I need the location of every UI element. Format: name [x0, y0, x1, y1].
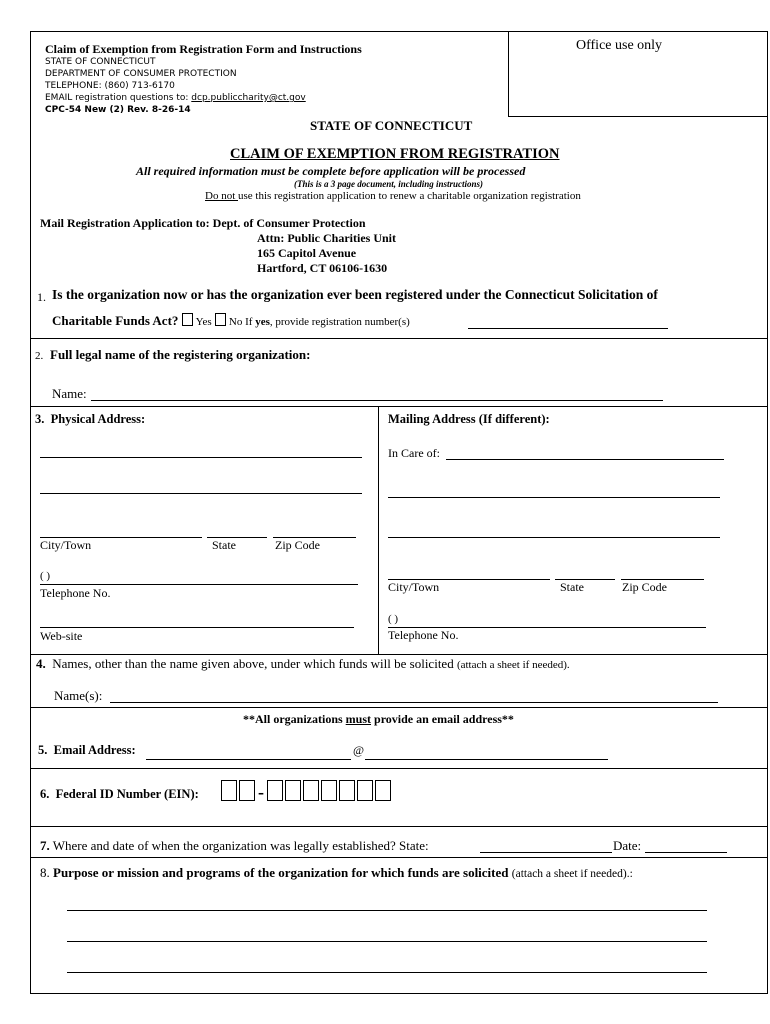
no-checkbox[interactable] [215, 313, 226, 326]
q4-text: Names, other than the name given above, under which funds will be solicited [52, 656, 454, 671]
divider-q1 [30, 338, 768, 339]
physical-city-label: City/Town [40, 538, 92, 552]
in-care-of-label: In Care of: [388, 446, 440, 460]
q6-label: 6. Federal ID Number (EIN): [40, 787, 199, 801]
agency-line2: DEPARTMENT OF CONSUMER PROTECTION [45, 69, 237, 79]
q7-number: 7. [40, 838, 50, 853]
state-title: STATE OF CONNECTICUT [310, 118, 473, 133]
q7-line [40, 838, 429, 854]
q8-text: Purpose or mission and programs of the organization for which funds are solicited [53, 865, 509, 880]
q4-names-label: Name(s): [54, 688, 103, 703]
legal-name-field[interactable] [91, 386, 663, 401]
agency-telephone: TELEPHONE: (860) 713-6170 [45, 81, 175, 91]
form-title: Claim of Exemption from Registration Form and Instructions [45, 42, 362, 56]
divider-q6 [30, 826, 768, 827]
ein-digit-box[interactable] [375, 780, 391, 801]
physical-address-line1[interactable] [40, 443, 362, 458]
divider-q4 [30, 707, 768, 708]
ein-digit-box[interactable] [285, 780, 301, 801]
mailing-phone-label: Telephone No. [388, 628, 459, 642]
mail-to-label: Mail Registration Application to: Dept. of Consumer Protection [40, 216, 366, 230]
q4-number: 4. [36, 656, 46, 671]
renew-do-not: Do not [205, 190, 238, 202]
mailing-zip-label: Zip Code [622, 580, 667, 594]
physical-state-label: State [212, 538, 236, 552]
q8-note: (attach a sheet if needed).: [511, 868, 633, 880]
divider-q5 [30, 768, 768, 769]
q3-physical-label: 3. Physical Address: [35, 412, 146, 426]
purpose-line3[interactable] [67, 958, 707, 973]
agency-email-line [45, 93, 306, 103]
mailing-state-field[interactable] [555, 565, 615, 580]
divider-q2 [30, 406, 768, 407]
website-field[interactable] [40, 613, 354, 628]
q4-line [36, 656, 570, 672]
physical-address-line2[interactable] [40, 479, 362, 494]
divider-q3 [30, 654, 768, 655]
q1-number: 1. [37, 290, 46, 304]
in-care-of-field[interactable] [446, 445, 724, 460]
mail-attn: Attn: Public Charities Unit [257, 231, 396, 245]
physical-phone-field[interactable] [40, 570, 358, 585]
divider-q7 [30, 857, 768, 858]
email-link[interactable]: dcp.publiccharity@ct.gov [191, 93, 306, 103]
q7-text: Where and date of when the organization was legally established? State: [52, 838, 429, 853]
yes-checkbox[interactable] [182, 313, 193, 326]
q3-mailing-label: Mailing Address (If different): [388, 412, 550, 426]
purpose-line1[interactable] [67, 896, 707, 911]
physical-phone-paren: ( ) [40, 570, 51, 582]
mailing-phone-field[interactable] [388, 613, 706, 628]
no-label: No If [228, 316, 256, 328]
ein-boxes [221, 780, 393, 803]
mailing-address-line2[interactable] [388, 523, 720, 538]
physical-zip-label: Zip Code [275, 538, 320, 552]
q2-number: 2. [35, 350, 44, 362]
q1-line2 [52, 313, 410, 329]
email-at-sign: @ [353, 743, 365, 757]
q2-name-label: Name: [52, 386, 87, 401]
office-use-label: Office use only [576, 38, 663, 53]
email-notice: **All organizations must provide an email address** [243, 712, 514, 726]
email-domain-field[interactable] [365, 745, 608, 760]
mailing-state-label: State [560, 580, 584, 594]
purpose-line2[interactable] [67, 927, 707, 942]
q4-note: (attach a sheet if needed). [456, 659, 570, 671]
physical-phone-label: Telephone No. [40, 586, 111, 600]
mailing-city-label: City/Town [388, 580, 440, 594]
mail-city: Hartford, CT 06106-1630 [257, 261, 388, 275]
q7-date-label: Date: [613, 838, 642, 853]
address-divider [378, 406, 379, 654]
ein-dash: - [258, 782, 264, 802]
no-label-bold: yes [255, 316, 270, 328]
mail-street: 165 Capitol Avenue [257, 246, 357, 260]
mailing-address-line1[interactable] [388, 483, 720, 498]
other-names-field[interactable] [110, 688, 718, 703]
q1-text2: Charitable Funds Act? [52, 313, 179, 328]
mailing-zip-field[interactable] [621, 565, 704, 580]
mailing-city-field[interactable] [388, 565, 550, 580]
established-date-field[interactable] [645, 838, 727, 853]
ein-digit-box[interactable] [239, 780, 255, 801]
ein-digit-box[interactable] [357, 780, 373, 801]
ein-digit-box[interactable] [303, 780, 319, 801]
q8-number: 8. [40, 865, 50, 880]
main-title: CLAIM OF EXEMPTION FROM REGISTRATION [230, 146, 560, 162]
physical-city-field[interactable] [40, 523, 202, 538]
physical-zip-field[interactable] [273, 523, 356, 538]
renew-rest: use this registration application to renew a charitable organization registration [238, 190, 581, 202]
ein-digit-box[interactable] [221, 780, 237, 801]
physical-state-field[interactable] [207, 523, 267, 538]
established-state-field[interactable] [480, 838, 612, 853]
q8-line [40, 865, 633, 881]
renew-note [205, 190, 581, 202]
ein-digit-box[interactable] [339, 780, 355, 801]
q2-text: Full legal name of the registering organization: [50, 347, 311, 362]
ein-digit-box[interactable] [267, 780, 283, 801]
email-label: EMAIL registration questions to: [45, 93, 192, 103]
no-label-rest: , provide registration number(s) [269, 316, 410, 328]
email-user-field[interactable] [146, 745, 351, 760]
registration-number-field[interactable] [468, 314, 668, 329]
q1-text: Is the organization now or has the organization ever been registered under the Connecticut Solicitation of [52, 287, 658, 302]
website-label: Web-site [40, 629, 83, 643]
yes-label: Yes [195, 316, 212, 328]
agency-line1: STATE OF CONNECTICUT [45, 57, 156, 67]
form-number: CPC-54 New (2) Rev. 8-26-14 [45, 105, 191, 115]
required-note: All required information must be complete before application will be processed [136, 164, 526, 178]
q5-label: 5. Email Address: [38, 743, 136, 757]
pages-note: (This is a 3 page document, including instructions) [294, 179, 484, 189]
ein-digit-box[interactable] [321, 780, 337, 801]
mailing-phone-paren: ( ) [388, 613, 399, 625]
